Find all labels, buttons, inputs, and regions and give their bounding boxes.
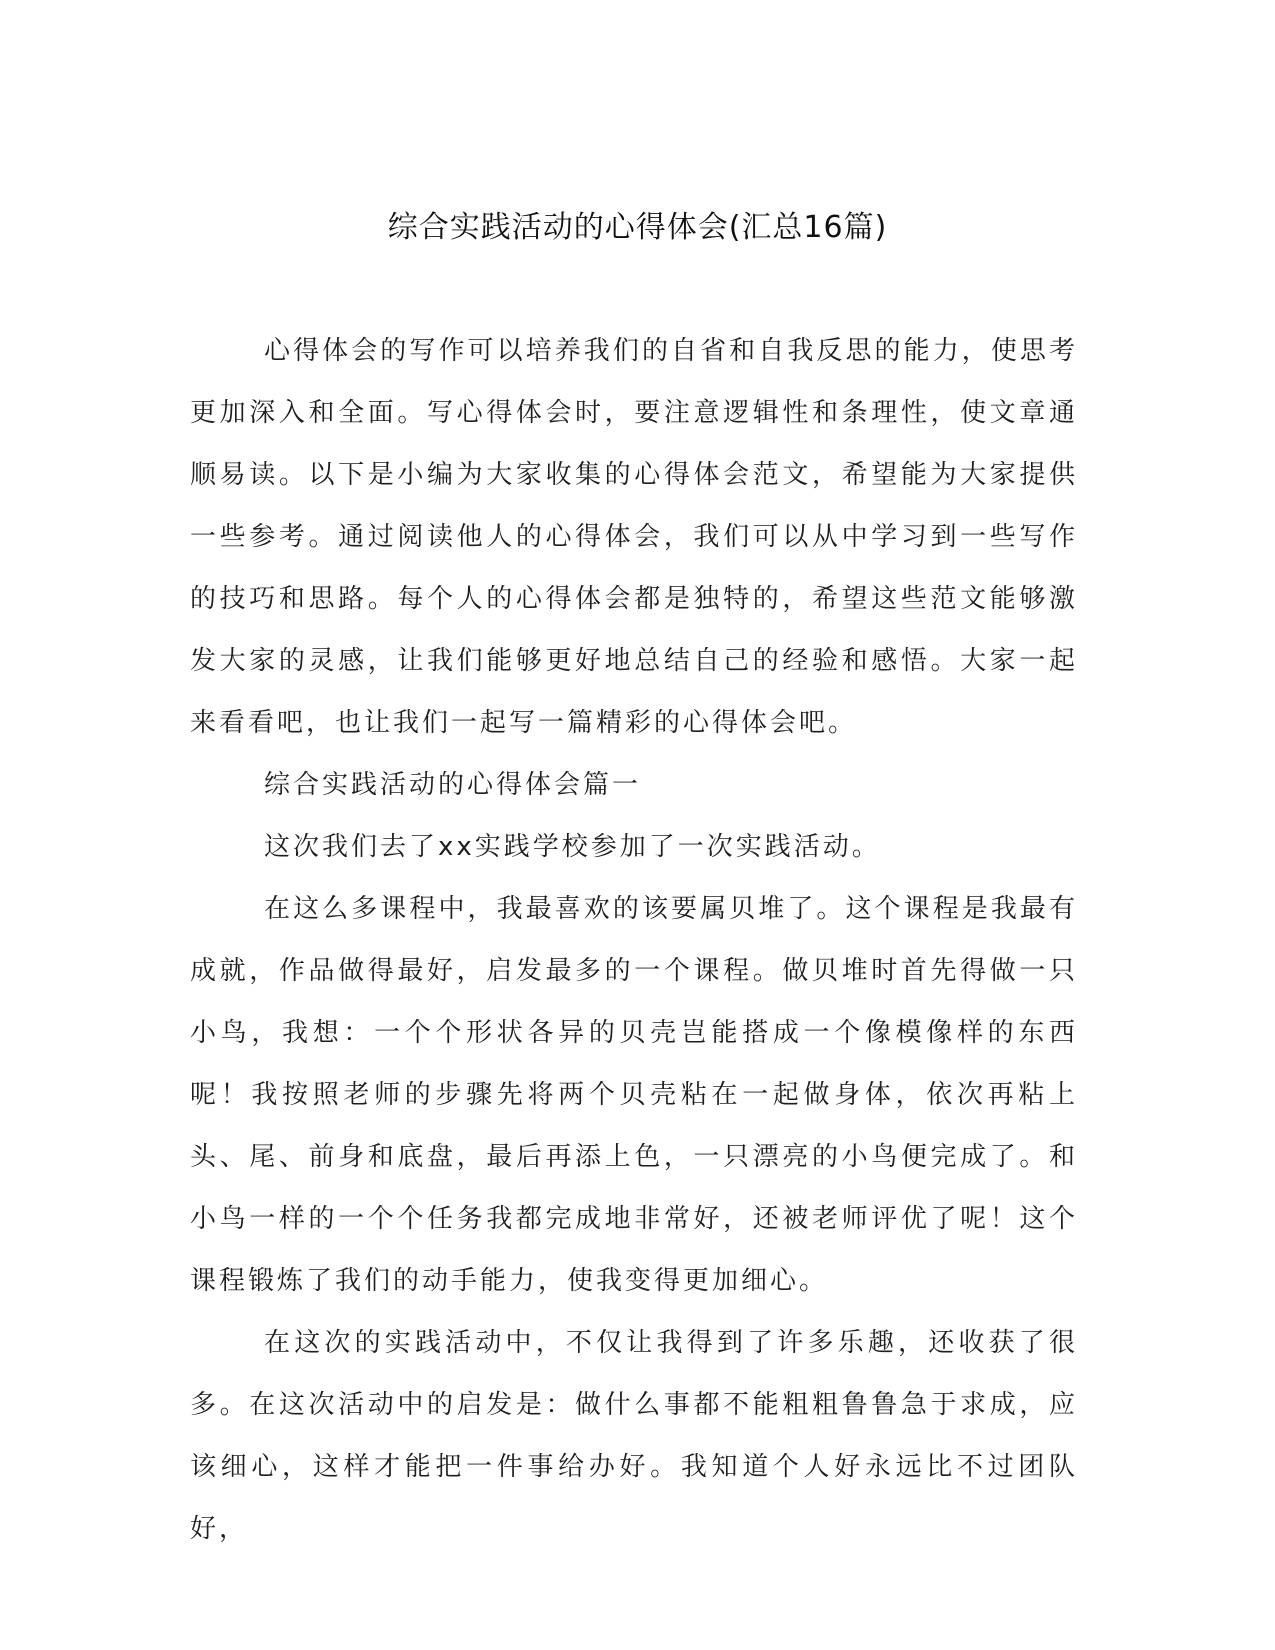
section-heading: 综合实践活动的心得体会篇一 bbox=[264, 770, 642, 800]
intro-paragraph: 心得体会的写作可以培养我们的自省和自我反思的能力，使思考更加深入和全面。写心得体会时，要注意逻辑性和条理性，使文章通顺易读。以下是小编为大家收集的心得体会范文，希望能为大家提供一些参考。通过阅读他人的心得体会，我们可以从中学习到一些写作的技巧和思路。每个人的心得体会都是独特的，希望这些范文能够激发大家的灵感，让我们能够更好地总结自己的经验和感悟。大家一起来看看吧，也让我们一起写一篇精彩的心得体会吧。 bbox=[190, 336, 1078, 738]
document-title: 综合实践活动的心得体会(汇总16篇) bbox=[387, 210, 888, 245]
body-paragraph: 在这么多课程中，我最喜欢的该要属贝堆了。这个课程是我最有成就，作品做得最好，启发最多的一个课程。做贝堆时首先得做一只小鸟，我想：一个个形状各异的贝壳岂能搭成一个像模像样的东西呢！我按照老师的步骤先将两个贝壳粘在一起做身体，依次再粘上头、尾、前身和底盘，最后再添上色，一只漂亮的小鸟便完成了。和小鸟一样的一个个任务我都完成地非常好，还被老师评优了呢！这个课程锻炼了我们的动手能力，使我变得更加细心。 bbox=[190, 894, 1078, 1296]
document-body bbox=[190, 320, 1078, 1560]
body-paragraph: 在这次的实践活动中，不仅让我得到了许多乐趣，还收获了很多。在这次活动中的启发是：做什么事都不能粗粗鲁鲁急于求成，应该细心，这样才能把一件事给办好。我知道个人好永远比不过团队好， bbox=[190, 1328, 1078, 1544]
body-paragraph: 这次我们去了xx实践学校参加了一次实践活动。 bbox=[264, 832, 881, 862]
